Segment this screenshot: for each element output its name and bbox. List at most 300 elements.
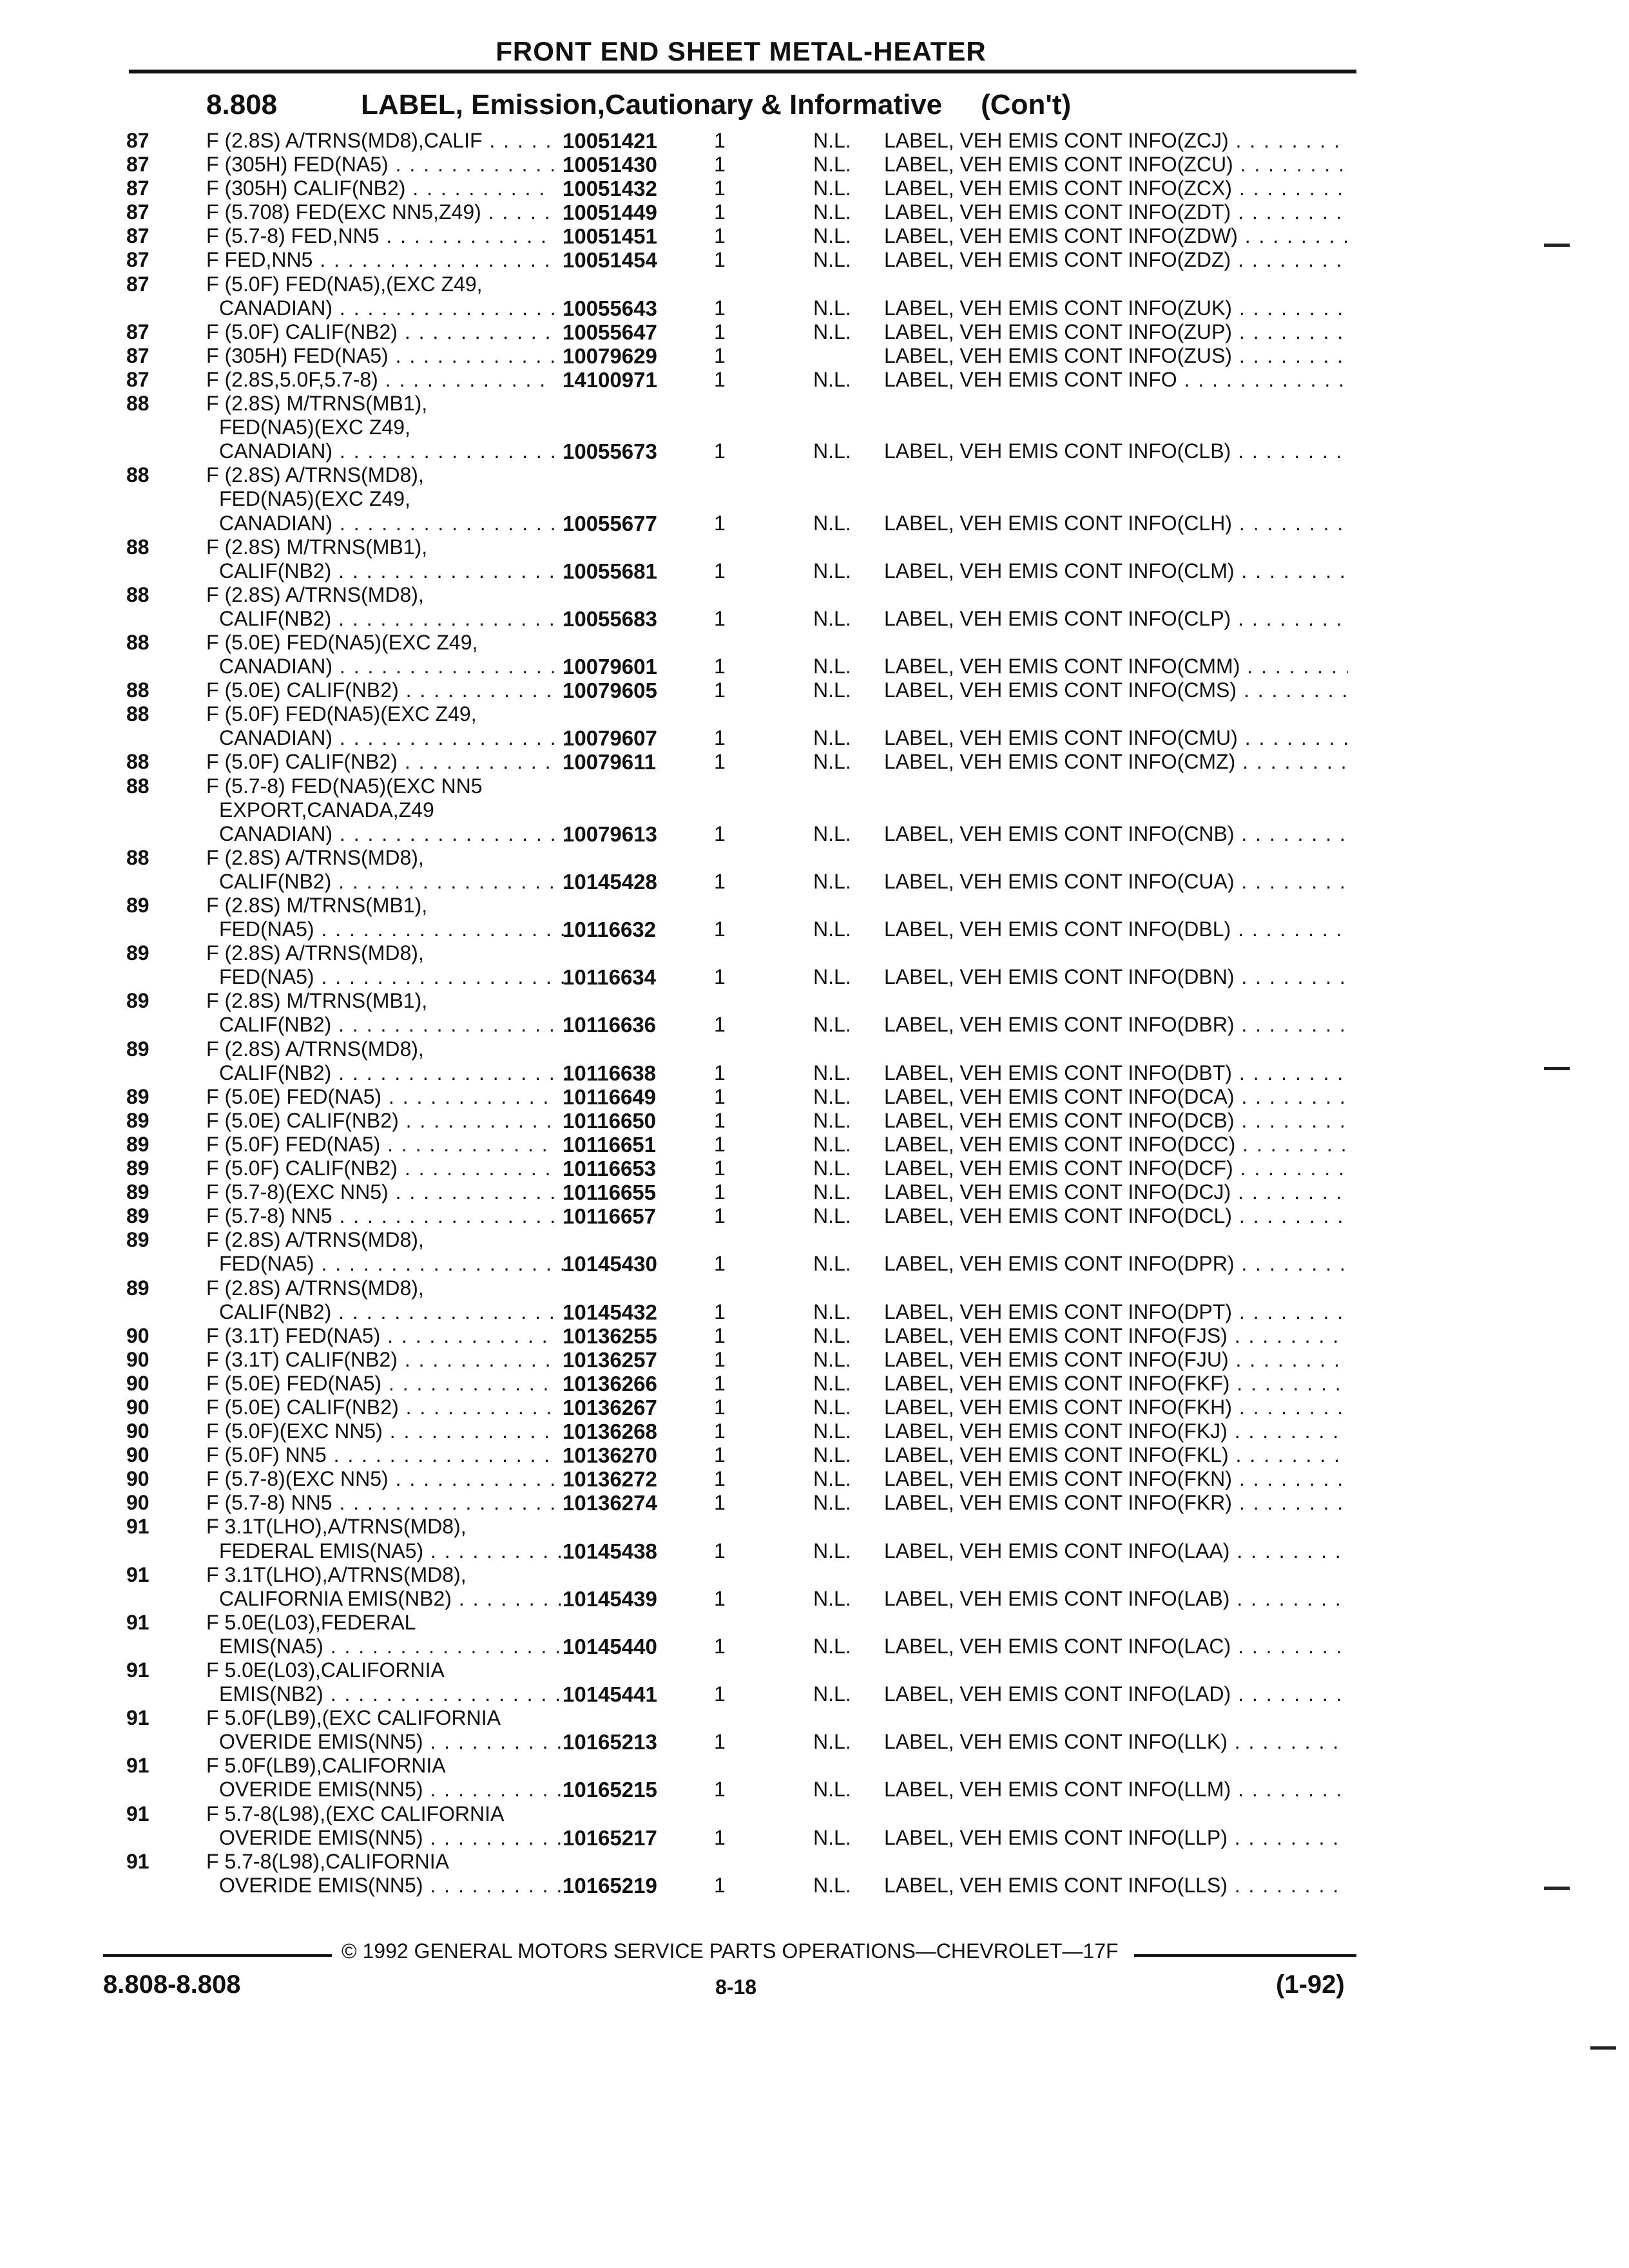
- part-number: 10055673: [563, 439, 657, 464]
- part-number: 14100971: [563, 367, 657, 392]
- label-name: LABEL, VEH EMIS CONT INFO(LAB) . . .: [884, 1587, 1348, 1611]
- part-description: F (2.8S) A/TRNS(MD8),: [206, 1276, 424, 1300]
- part-description: F (2.8S) A/TRNS(MD8),: [206, 1037, 424, 1061]
- parts-row: [0, 870, 1629, 894]
- model-year: 90: [126, 1419, 149, 1443]
- part-description: F (5.7-8)(EXC NN5) . . .: [206, 1467, 554, 1491]
- model-year: 90: [126, 1347, 149, 1371]
- model-year: 91: [126, 1658, 149, 1682]
- label-name: LABEL, VEH EMIS CONT INFO(CMZ) . . .: [884, 750, 1348, 774]
- not-listed-flag: N.L.: [813, 153, 851, 177]
- model-year: 87: [126, 320, 149, 343]
- parts-row: [0, 129, 1629, 153]
- parts-row: [0, 678, 1629, 702]
- part-number: 10079605: [563, 678, 657, 703]
- label-name: LABEL, VEH EMIS CONT INFO(FKR) . . .: [884, 1491, 1348, 1515]
- quantity: 1: [714, 726, 726, 750]
- label-name: LABEL, VEH EMIS CONT INFO(FKJ) . . .: [884, 1419, 1348, 1443]
- part-description: FED(NA5) . . .: [206, 965, 567, 989]
- quantity: 1: [714, 1371, 726, 1395]
- label-name: LABEL, VEH EMIS CONT INFO(DBR) . . .: [884, 1013, 1348, 1037]
- parts-row: [0, 1635, 1629, 1658]
- parts-row: [0, 1826, 1629, 1850]
- part-description: F (305H) CALIF(NB2) . . .: [206, 177, 554, 200]
- part-number: 10055643: [563, 296, 657, 320]
- model-year: 91: [126, 1802, 149, 1825]
- parts-row: [0, 1204, 1629, 1228]
- section-continued: (Con't): [981, 89, 1072, 120]
- part-number: 10055677: [563, 511, 657, 535]
- model-year: 91: [126, 1515, 149, 1539]
- part-description: FEDERAL EMIS(NA5) . . .: [206, 1539, 567, 1563]
- part-description: F (2.8S) A/TRNS(MD8),: [206, 845, 424, 869]
- part-description: F (305H) FED(NA5) . . .: [206, 153, 554, 177]
- parts-row: [0, 512, 1629, 535]
- not-listed-flag: N.L.: [813, 1419, 851, 1443]
- edge-tick-mark: [1544, 1887, 1570, 1890]
- label-name: LABEL, VEH EMIS CONT INFO(DCL) . . .: [884, 1204, 1348, 1228]
- parts-row: [0, 1802, 1629, 1826]
- part-description: F (5.0F) NN5 . . .: [206, 1443, 554, 1467]
- parts-row: [0, 535, 1629, 559]
- section-title: LABEL, Emission,Cautionary & Informative: [361, 89, 943, 120]
- quantity: 1: [714, 296, 726, 320]
- label-name: LABEL, VEH EMIS CONT INFO . . .: [884, 368, 1348, 392]
- label-name: LABEL, VEH EMIS CONT INFO(DCJ) . . .: [884, 1180, 1348, 1204]
- label-name: LABEL, VEH EMIS CONT INFO(DPT) . . .: [884, 1300, 1348, 1324]
- label-name: LABEL, VEH EMIS CONT INFO(LLS) . . .: [884, 1874, 1348, 1898]
- quantity: 1: [714, 1467, 726, 1491]
- label-name: LABEL, VEH EMIS CONT INFO(CLM) . . .: [884, 559, 1348, 583]
- label-name: LABEL, VEH EMIS CONT INFO(DBT) . . .: [884, 1061, 1348, 1085]
- parts-list: [0, 129, 1629, 1898]
- label-name: LABEL, VEH EMIS CONT INFO(LLP) . . .: [884, 1826, 1348, 1850]
- parts-row: [0, 200, 1629, 224]
- part-description: F (5.708) FED(EXC NN5,Z49) . . .: [206, 200, 554, 224]
- part-description: OVERIDE EMIS(NN5) . . .: [206, 1730, 567, 1754]
- not-listed-flag: N.L.: [813, 1132, 851, 1156]
- part-description: EXPORT,CANADA,Z49: [219, 798, 434, 822]
- part-description: F 3.1T(LHO),A/TRNS(MD8),: [206, 1515, 467, 1539]
- parts-row: [0, 439, 1629, 463]
- parts-row: [0, 631, 1629, 655]
- parts-row: [0, 1443, 1629, 1467]
- part-number: 10145430: [563, 1252, 657, 1276]
- label-name: LABEL, VEH EMIS CONT INFO(ZUS) . . .: [884, 344, 1348, 368]
- part-description: F (2.8S) A/TRNS(MD8),CALIF . . .: [206, 129, 554, 153]
- quantity: 1: [714, 965, 726, 989]
- quantity: 1: [714, 1157, 726, 1180]
- part-number: 10079607: [563, 726, 657, 751]
- not-listed-flag: N.L.: [813, 1323, 851, 1347]
- parts-row: [0, 822, 1629, 846]
- quantity: 1: [714, 1108, 726, 1132]
- label-name: LABEL, VEH EMIS CONT INFO(FKH) . . .: [884, 1396, 1348, 1419]
- label-name: LABEL, VEH EMIS CONT INFO(CMM) . . .: [884, 655, 1348, 678]
- part-number: 10136266: [563, 1371, 657, 1396]
- part-description: CALIF(NB2) . . .: [206, 870, 567, 894]
- edge-tick-mark: [1590, 2046, 1616, 2050]
- not-listed-flag: N.L.: [813, 1778, 851, 1802]
- label-name: LABEL, VEH EMIS CONT INFO(ZUK) . . .: [884, 296, 1348, 320]
- not-listed-flag: N.L.: [813, 726, 851, 750]
- section-heading: [206, 89, 1071, 121]
- not-listed-flag: N.L.: [813, 965, 851, 989]
- model-year: 89: [126, 1132, 149, 1156]
- parts-row: [0, 1850, 1629, 1874]
- model-year: 88: [126, 392, 149, 416]
- not-listed-flag: N.L.: [813, 1084, 851, 1108]
- not-listed-flag: N.L.: [813, 1371, 851, 1395]
- model-year: 87: [126, 153, 149, 177]
- quantity: 1: [714, 1061, 726, 1084]
- part-description: F (3.1T) FED(NA5) . . .: [206, 1324, 554, 1348]
- part-description: CANADIAN) . . .: [206, 512, 567, 535]
- part-description: F (2.8S) M/TRNS(MB1),: [206, 535, 428, 559]
- parts-row: [0, 320, 1629, 344]
- model-year: 91: [126, 1849, 149, 1873]
- model-year: 87: [126, 272, 149, 296]
- parts-row: [0, 894, 1629, 918]
- model-year: 88: [126, 774, 149, 798]
- quantity: 1: [714, 1252, 726, 1276]
- part-number: 10079601: [563, 655, 657, 679]
- not-listed-flag: N.L.: [813, 296, 851, 320]
- part-number: 10051454: [563, 248, 657, 273]
- part-description: F 5.0F(LB9),(EXC CALIFORNIA: [206, 1706, 501, 1730]
- model-year: 89: [126, 1228, 149, 1252]
- model-year: 89: [126, 989, 149, 1013]
- quantity: 1: [714, 606, 726, 630]
- not-listed-flag: N.L.: [813, 1347, 851, 1371]
- model-year: 89: [126, 1204, 149, 1228]
- part-number: 10079613: [563, 822, 657, 846]
- model-year: 88: [126, 750, 149, 774]
- part-description: CANADIAN) . . .: [206, 655, 567, 678]
- quantity: 1: [714, 129, 726, 152]
- part-number: 10145438: [563, 1539, 657, 1563]
- parts-row: [0, 1611, 1629, 1635]
- part-number: 10116651: [563, 1132, 657, 1157]
- quantity: 1: [714, 1419, 726, 1443]
- part-description: F (5.0F)(EXC NN5) . . .: [206, 1419, 554, 1443]
- part-number: 10055681: [563, 559, 657, 583]
- not-listed-flag: N.L.: [813, 1873, 851, 1897]
- part-number: 10116638: [563, 1061, 657, 1085]
- parts-row: [0, 1157, 1629, 1180]
- quantity: 1: [714, 655, 726, 678]
- part-description: CANADIAN) . . .: [206, 822, 567, 846]
- part-number: 10145439: [563, 1586, 657, 1611]
- label-name: LABEL, VEH EMIS CONT INFO(ZUP) . . .: [884, 320, 1348, 344]
- parts-row: [0, 463, 1629, 487]
- quantity: 1: [714, 1013, 726, 1037]
- not-listed-flag: N.L.: [813, 1586, 851, 1610]
- quantity: 1: [714, 439, 726, 463]
- quantity: 1: [714, 1682, 726, 1706]
- parts-row: [0, 1252, 1629, 1276]
- model-year: 89: [126, 1084, 149, 1108]
- label-name: LABEL, VEH EMIS CONT INFO(CLB) . . .: [884, 439, 1348, 463]
- parts-row: [0, 1109, 1629, 1133]
- part-description: F (5.0E) FED(NA5) . . .: [206, 1085, 554, 1109]
- parts-row: [0, 583, 1629, 607]
- model-year: 87: [126, 200, 149, 224]
- parts-row: [0, 1300, 1629, 1324]
- not-listed-flag: N.L.: [813, 750, 851, 774]
- part-number: 10136272: [563, 1467, 657, 1492]
- part-description: F (305H) FED(NA5) . . .: [206, 344, 554, 368]
- model-year: 89: [126, 941, 149, 965]
- model-year: 87: [126, 129, 149, 152]
- part-number: 10165217: [563, 1825, 657, 1850]
- model-year: 88: [126, 845, 149, 869]
- parts-row: [0, 1682, 1629, 1706]
- parts-row: [0, 1730, 1629, 1754]
- part-description: CALIF(NB2) . . .: [206, 1013, 567, 1037]
- parts-row: [0, 750, 1629, 774]
- part-description: F 5.0E(L03),CALIFORNIA: [206, 1658, 445, 1682]
- quantity: 1: [714, 320, 726, 343]
- label-name: LABEL, VEH EMIS CONT INFO(LLM) . . .: [884, 1778, 1348, 1802]
- label-name: LABEL, VEH EMIS CONT INFO(FKN) . . .: [884, 1467, 1348, 1491]
- label-name: LABEL, VEH EMIS CONT INFO(DPR) . . .: [884, 1252, 1348, 1276]
- not-listed-flag: N.L.: [813, 1491, 851, 1515]
- parts-row: [0, 1396, 1629, 1419]
- part-description: F (5.0F) FED(NA5)(EXC Z49,: [206, 702, 477, 726]
- label-name: LABEL, VEH EMIS CONT INFO(CMU) . . .: [884, 726, 1348, 750]
- part-number: 10116657: [563, 1204, 657, 1229]
- part-description: EMIS(NA5) . . .: [206, 1635, 567, 1658]
- footer-section-range: 8.808-8.808: [103, 1970, 241, 1999]
- part-number: 10136274: [563, 1491, 657, 1515]
- edge-tick-mark: [1544, 1067, 1570, 1070]
- part-number: 10165219: [563, 1873, 657, 1898]
- part-number: 10165213: [563, 1730, 657, 1754]
- quantity: 1: [714, 153, 726, 177]
- quantity: 1: [714, 367, 726, 391]
- parts-row: [0, 726, 1629, 750]
- part-number: 10116655: [563, 1180, 657, 1205]
- part-description: F 5.7-8(L98),(EXC CALIFORNIA: [206, 1802, 505, 1825]
- part-description: F FED,NN5 . . .: [206, 248, 554, 272]
- not-listed-flag: N.L.: [813, 129, 851, 152]
- part-number: 10055647: [563, 320, 657, 344]
- part-number: 10051451: [563, 224, 657, 249]
- model-year: 87: [126, 248, 149, 272]
- label-name: LABEL, VEH EMIS CONT INFO(DCB) . . .: [884, 1109, 1348, 1133]
- part-description: FED(NA5) . . .: [206, 918, 567, 941]
- part-description: F (5.0F) FED(NA5),(EXC Z49,: [206, 272, 483, 296]
- part-description: F 5.0E(L03),FEDERAL: [206, 1610, 416, 1634]
- part-description: F (2.8S) A/TRNS(MD8),: [206, 941, 424, 965]
- part-description: F (2.8S,5.0F,5.7-8) . . .: [206, 368, 554, 392]
- model-year: 89: [126, 1037, 149, 1061]
- label-name: LABEL, VEH EMIS CONT INFO(CMS) . . .: [884, 678, 1348, 702]
- not-listed-flag: N.L.: [813, 1682, 851, 1706]
- part-description: FED(NA5) . . .: [206, 1252, 567, 1276]
- quantity: 1: [714, 1443, 726, 1467]
- part-number: 10136257: [563, 1347, 657, 1372]
- parts-row: [0, 368, 1629, 392]
- quantity: 1: [714, 1323, 726, 1347]
- label-name: LABEL, VEH EMIS CONT INFO(ZCX) . . .: [884, 177, 1348, 200]
- not-listed-flag: N.L.: [813, 1157, 851, 1180]
- label-name: LABEL, VEH EMIS CONT INFO(DCA) . . .: [884, 1085, 1348, 1109]
- not-listed-flag: N.L.: [813, 1180, 851, 1204]
- not-listed-flag: N.L.: [813, 1252, 851, 1276]
- part-description: OVERIDE EMIS(NN5) . . .: [206, 1874, 567, 1898]
- label-name: LABEL, VEH EMIS CONT INFO(ZDW) . . .: [884, 224, 1348, 248]
- part-number: 10165215: [563, 1778, 657, 1802]
- label-name: LABEL, VEH EMIS CONT INFO(ZDZ) . . .: [884, 248, 1348, 272]
- part-number: 10136270: [563, 1443, 657, 1468]
- quantity: 1: [714, 678, 726, 702]
- label-name: LABEL, VEH EMIS CONT INFO(LAA) . . .: [884, 1539, 1348, 1563]
- quantity: 1: [714, 200, 726, 224]
- model-year: 88: [126, 535, 149, 559]
- parts-row: [0, 487, 1629, 511]
- part-number: 10116653: [563, 1157, 657, 1181]
- part-description: F (5.0F) CALIF(NB2) . . .: [206, 750, 554, 774]
- parts-row: [0, 1587, 1629, 1611]
- quantity: 1: [714, 1825, 726, 1849]
- part-description: F (5.7-8) FED(NA5)(EXC NN5: [206, 774, 483, 798]
- part-description: F (5.0E) FED(NA5)(EXC Z49,: [206, 630, 478, 654]
- not-listed-flag: N.L.: [813, 1634, 851, 1658]
- parts-row: [0, 1276, 1629, 1300]
- footer-rule-left: [103, 1954, 332, 1957]
- part-description: CANADIAN) . . .: [206, 439, 567, 463]
- parts-row: [0, 965, 1629, 989]
- part-description: F (5.0E) CALIF(NB2) . . .: [206, 1109, 554, 1133]
- part-description: F (5.0E) CALIF(NB2) . . .: [206, 678, 554, 702]
- label-name: LABEL, VEH EMIS CONT INFO(DCF) . . .: [884, 1157, 1348, 1180]
- quantity: 1: [714, 248, 726, 272]
- parts-row: [0, 177, 1629, 200]
- model-year: 87: [126, 177, 149, 200]
- not-listed-flag: N.L.: [813, 511, 851, 535]
- part-description: CALIFORNIA EMIS(NB2) . . .: [206, 1587, 567, 1611]
- quantity: 1: [714, 822, 726, 845]
- part-description: F (5.0F) FED(NA5) . . .: [206, 1133, 554, 1157]
- footer-copyright: © 1992 GENERAL MOTORS SERVICE PARTS OPERATIONS—CHEVROLET—17F: [342, 1939, 1119, 1963]
- not-listed-flag: N.L.: [813, 200, 851, 224]
- parts-row: [0, 224, 1629, 248]
- parts-row: [0, 1037, 1629, 1061]
- model-year: 90: [126, 1491, 149, 1515]
- parts-row: [0, 1874, 1629, 1898]
- model-year: 87: [126, 224, 149, 248]
- label-name: LABEL, VEH EMIS CONT INFO(LLK) . . .: [884, 1730, 1348, 1754]
- part-description: F (5.0E) CALIF(NB2) . . .: [206, 1396, 554, 1419]
- parts-row: [0, 1754, 1629, 1778]
- label-name: LABEL, VEH EMIS CONT INFO(DBL) . . .: [884, 918, 1348, 941]
- parts-row: [0, 1658, 1629, 1682]
- parts-row: [0, 416, 1629, 439]
- model-year: 91: [126, 1610, 149, 1634]
- footer-date: (1-92): [1276, 1970, 1345, 1999]
- part-description: OVERIDE EMIS(NN5) . . .: [206, 1778, 567, 1802]
- parts-row: [0, 248, 1629, 272]
- not-listed-flag: N.L.: [813, 367, 851, 391]
- not-listed-flag: N.L.: [813, 1061, 851, 1084]
- quantity: 1: [714, 1347, 726, 1371]
- part-number: 10116636: [563, 1013, 657, 1037]
- quantity: 1: [714, 750, 726, 774]
- label-name: LABEL, VEH EMIS CONT INFO(FJS) . . .: [884, 1324, 1348, 1348]
- edge-tick-mark: [1544, 244, 1570, 247]
- model-year: 90: [126, 1323, 149, 1347]
- parts-row: [0, 1778, 1629, 1802]
- parts-row: [0, 1013, 1629, 1037]
- footer-page-number: 8-18: [715, 1975, 757, 1999]
- part-description: CANADIAN) . . .: [206, 296, 567, 320]
- not-listed-flag: N.L.: [813, 177, 851, 200]
- model-year: 91: [126, 1706, 149, 1730]
- part-number: 10116649: [563, 1084, 657, 1109]
- parts-row: [0, 1419, 1629, 1443]
- parts-row: [0, 1133, 1629, 1157]
- part-description: F (5.7-8) NN5 . . .: [206, 1491, 554, 1515]
- not-listed-flag: N.L.: [813, 918, 851, 941]
- quantity: 1: [714, 343, 726, 367]
- part-description: CANADIAN) . . .: [206, 726, 567, 750]
- parts-row: [0, 918, 1629, 941]
- part-number: 10051432: [563, 177, 657, 201]
- label-name: LABEL, VEH EMIS CONT INFO(CUA) . . .: [884, 870, 1348, 894]
- quantity: 1: [714, 224, 726, 248]
- model-year: 90: [126, 1371, 149, 1395]
- part-description: F (2.8S) A/TRNS(MD8),: [206, 463, 424, 487]
- model-year: 89: [126, 1276, 149, 1300]
- not-listed-flag: N.L.: [813, 248, 851, 272]
- quantity: 1: [714, 1586, 726, 1610]
- part-number: 10116650: [563, 1108, 657, 1133]
- quantity: 1: [714, 1634, 726, 1658]
- part-number: 10136255: [563, 1323, 657, 1348]
- part-description: F (5.7-8) NN5 . . .: [206, 1204, 554, 1228]
- quantity: 1: [714, 559, 726, 582]
- part-description: F 5.0F(LB9),CALIFORNIA: [206, 1754, 446, 1778]
- quantity: 1: [714, 1180, 726, 1204]
- part-description: CALIF(NB2) . . .: [206, 559, 567, 583]
- quantity: 1: [714, 177, 726, 200]
- parts-row: [0, 1085, 1629, 1109]
- not-listed-flag: N.L.: [813, 655, 851, 678]
- model-year: 89: [126, 894, 149, 917]
- parts-row: [0, 1180, 1629, 1204]
- part-description: F (5.0F) CALIF(NB2) . . .: [206, 320, 554, 344]
- part-description: CALIF(NB2) . . .: [206, 1061, 567, 1085]
- model-year: 88: [126, 463, 149, 487]
- part-number: 10051449: [563, 200, 657, 225]
- part-number: 10055683: [563, 606, 657, 631]
- part-description: F (2.8S) A/TRNS(MD8),: [206, 1228, 424, 1252]
- model-year: 90: [126, 1467, 149, 1491]
- not-listed-flag: N.L.: [813, 822, 851, 845]
- parts-row: [0, 392, 1629, 416]
- quantity: 1: [714, 1204, 726, 1228]
- model-year: 91: [126, 1562, 149, 1586]
- parts-row: [0, 989, 1629, 1013]
- part-number: 10145441: [563, 1682, 657, 1707]
- page-title: FRONT END SHEET METAL-HEATER: [496, 36, 987, 66]
- quantity: 1: [714, 1491, 726, 1515]
- not-listed-flag: N.L.: [813, 1825, 851, 1849]
- model-year: 91: [126, 1754, 149, 1778]
- parts-row: [0, 1515, 1629, 1539]
